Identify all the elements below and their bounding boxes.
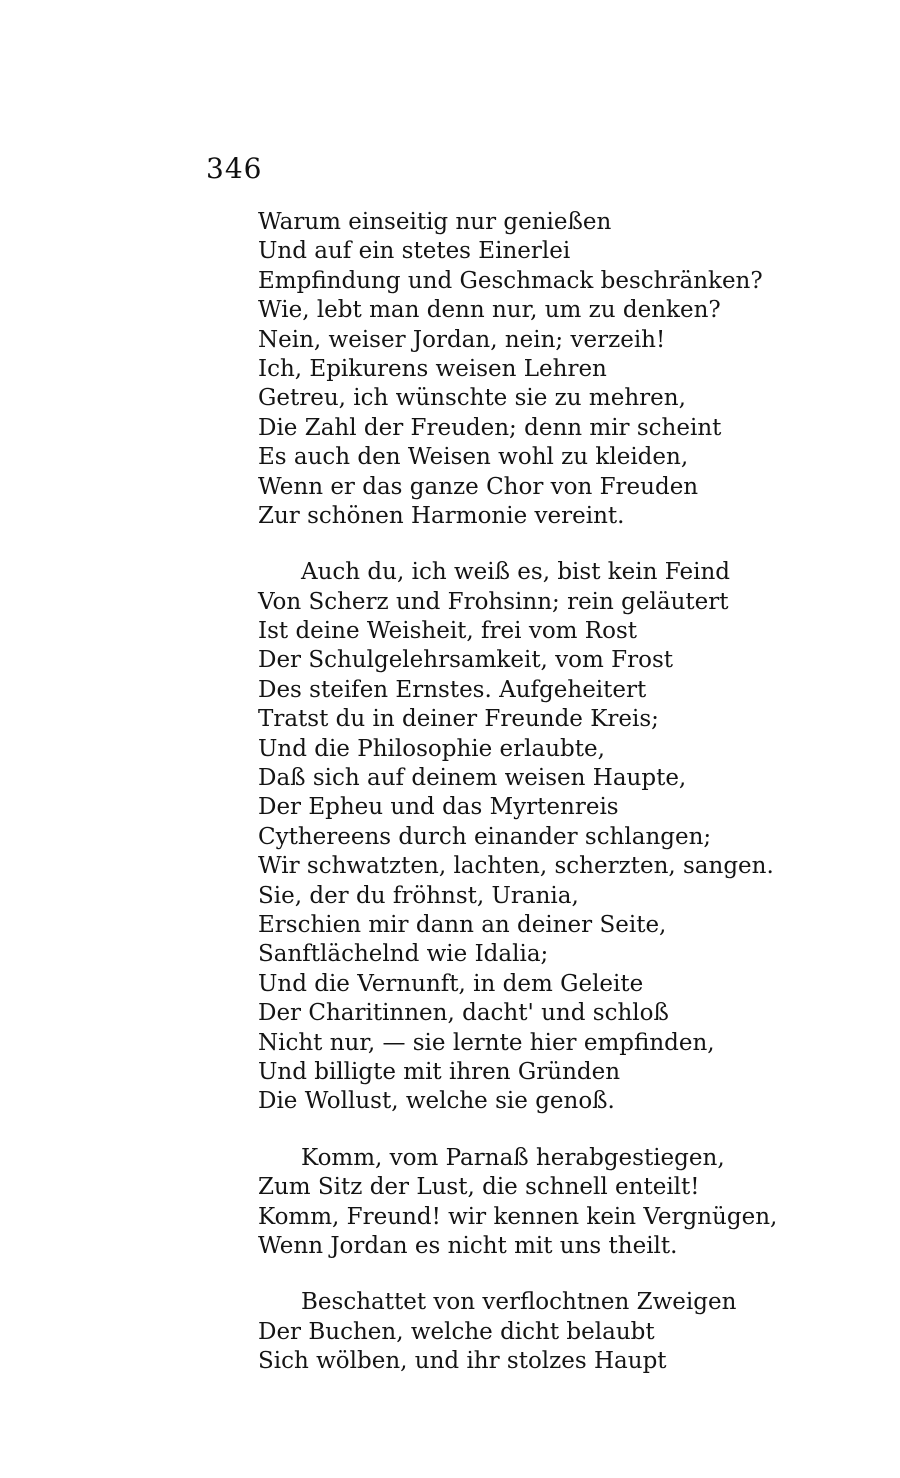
poem-line: Sanftlächelnd wie Idalia;: [258, 941, 549, 968]
poem-line: Nicht nur, — sie lernte hier empfinden,: [258, 1029, 715, 1056]
poem-line: Komm, vom Parnaß herabgestiegen,: [301, 1144, 725, 1171]
poem-line: Die Zahl der Freuden; denn mir scheint: [258, 414, 722, 441]
poem-line: Der Charitinnen, dacht' und schloß: [258, 1000, 669, 1027]
poem-line: Und auf ein stetes Einerlei: [258, 238, 571, 265]
poem-line: Komm, Freund! wir kennen kein Vergnügen,: [258, 1203, 778, 1230]
poem-line: Cythereens durch einander schlangen;: [258, 823, 712, 850]
stanza-1: [258, 208, 858, 531]
poem-line: Und die Vernunft, in dem Geleite: [258, 970, 644, 997]
poem-line: Wie, lebt man denn nur, um zu denken?: [258, 297, 721, 324]
poem-line: Zum Sitz der Lust, die schnell enteilt!: [258, 1174, 700, 1201]
page-number: 346: [206, 152, 263, 185]
poem-line: Der Buchen, welche dicht belaubt: [258, 1318, 655, 1345]
poem-line: Ist deine Weisheit, frei vom Rost: [258, 618, 638, 645]
poem-line: Sie, der du fröhnst, Urania,: [258, 882, 579, 909]
poem-line: Wir schwatzten, lachten, scherzten, sangen.: [258, 853, 774, 880]
poem-line: Es auch den Weisen wohl zu kleiden,: [258, 444, 689, 471]
poem-line: Warum einseitig nur genießen: [258, 209, 612, 235]
poem-line: Tratst du in deiner Freunde Kreis;: [258, 706, 659, 733]
poem-line: Erschien mir dann an deiner Seite,: [258, 911, 667, 938]
poem-line: Des steifen Ernstes. Aufgeheitert: [258, 676, 647, 703]
poem-line: Auch du, ich weiß es, bist kein Feind: [301, 559, 730, 586]
poem-line: Ich, Epikurens weisen Lehren: [258, 355, 607, 382]
poem-line: Die Wollust, welche sie genoß.: [258, 1088, 615, 1115]
poem-line: Wenn er das ganze Chor von Freuden: [258, 473, 699, 500]
poem-line: Von Scherz und Frohsinn; rein geläutert: [258, 588, 729, 615]
poem-line: Empfindung und Geschmack beschränken?: [258, 267, 763, 294]
poem-line: Der Schulgelehrsamkeit, vom Frost: [258, 647, 673, 674]
stanza-4: [258, 1288, 858, 1376]
poem-line: Getreu, ich wünschte sie zu mehren,: [258, 385, 686, 412]
poem-line: Nein, weiser Jordan, nein; verzeih!: [258, 326, 666, 353]
stanza-3: [258, 1144, 858, 1262]
poem-line: Zur schönen Harmonie vereint.: [258, 502, 625, 529]
poem-line: Sich wölben, und ihr stolzes Haupt: [258, 1348, 667, 1375]
poem: [258, 208, 858, 1403]
poem-line: Beschattet von verflochtnen Zweigen: [301, 1289, 737, 1316]
poem-line: Der Epheu und das Myrtenreis: [258, 794, 619, 821]
poem-line: Wenn Jordan es nicht mit uns theilt.: [258, 1232, 678, 1259]
poem-line: Daß sich auf deinem weisen Haupte,: [258, 765, 687, 792]
stanza-2: [258, 558, 858, 1116]
poem-line: Und die Philosophie erlaubte,: [258, 735, 605, 762]
poem-line: Und billigte mit ihren Gründen: [258, 1058, 621, 1085]
